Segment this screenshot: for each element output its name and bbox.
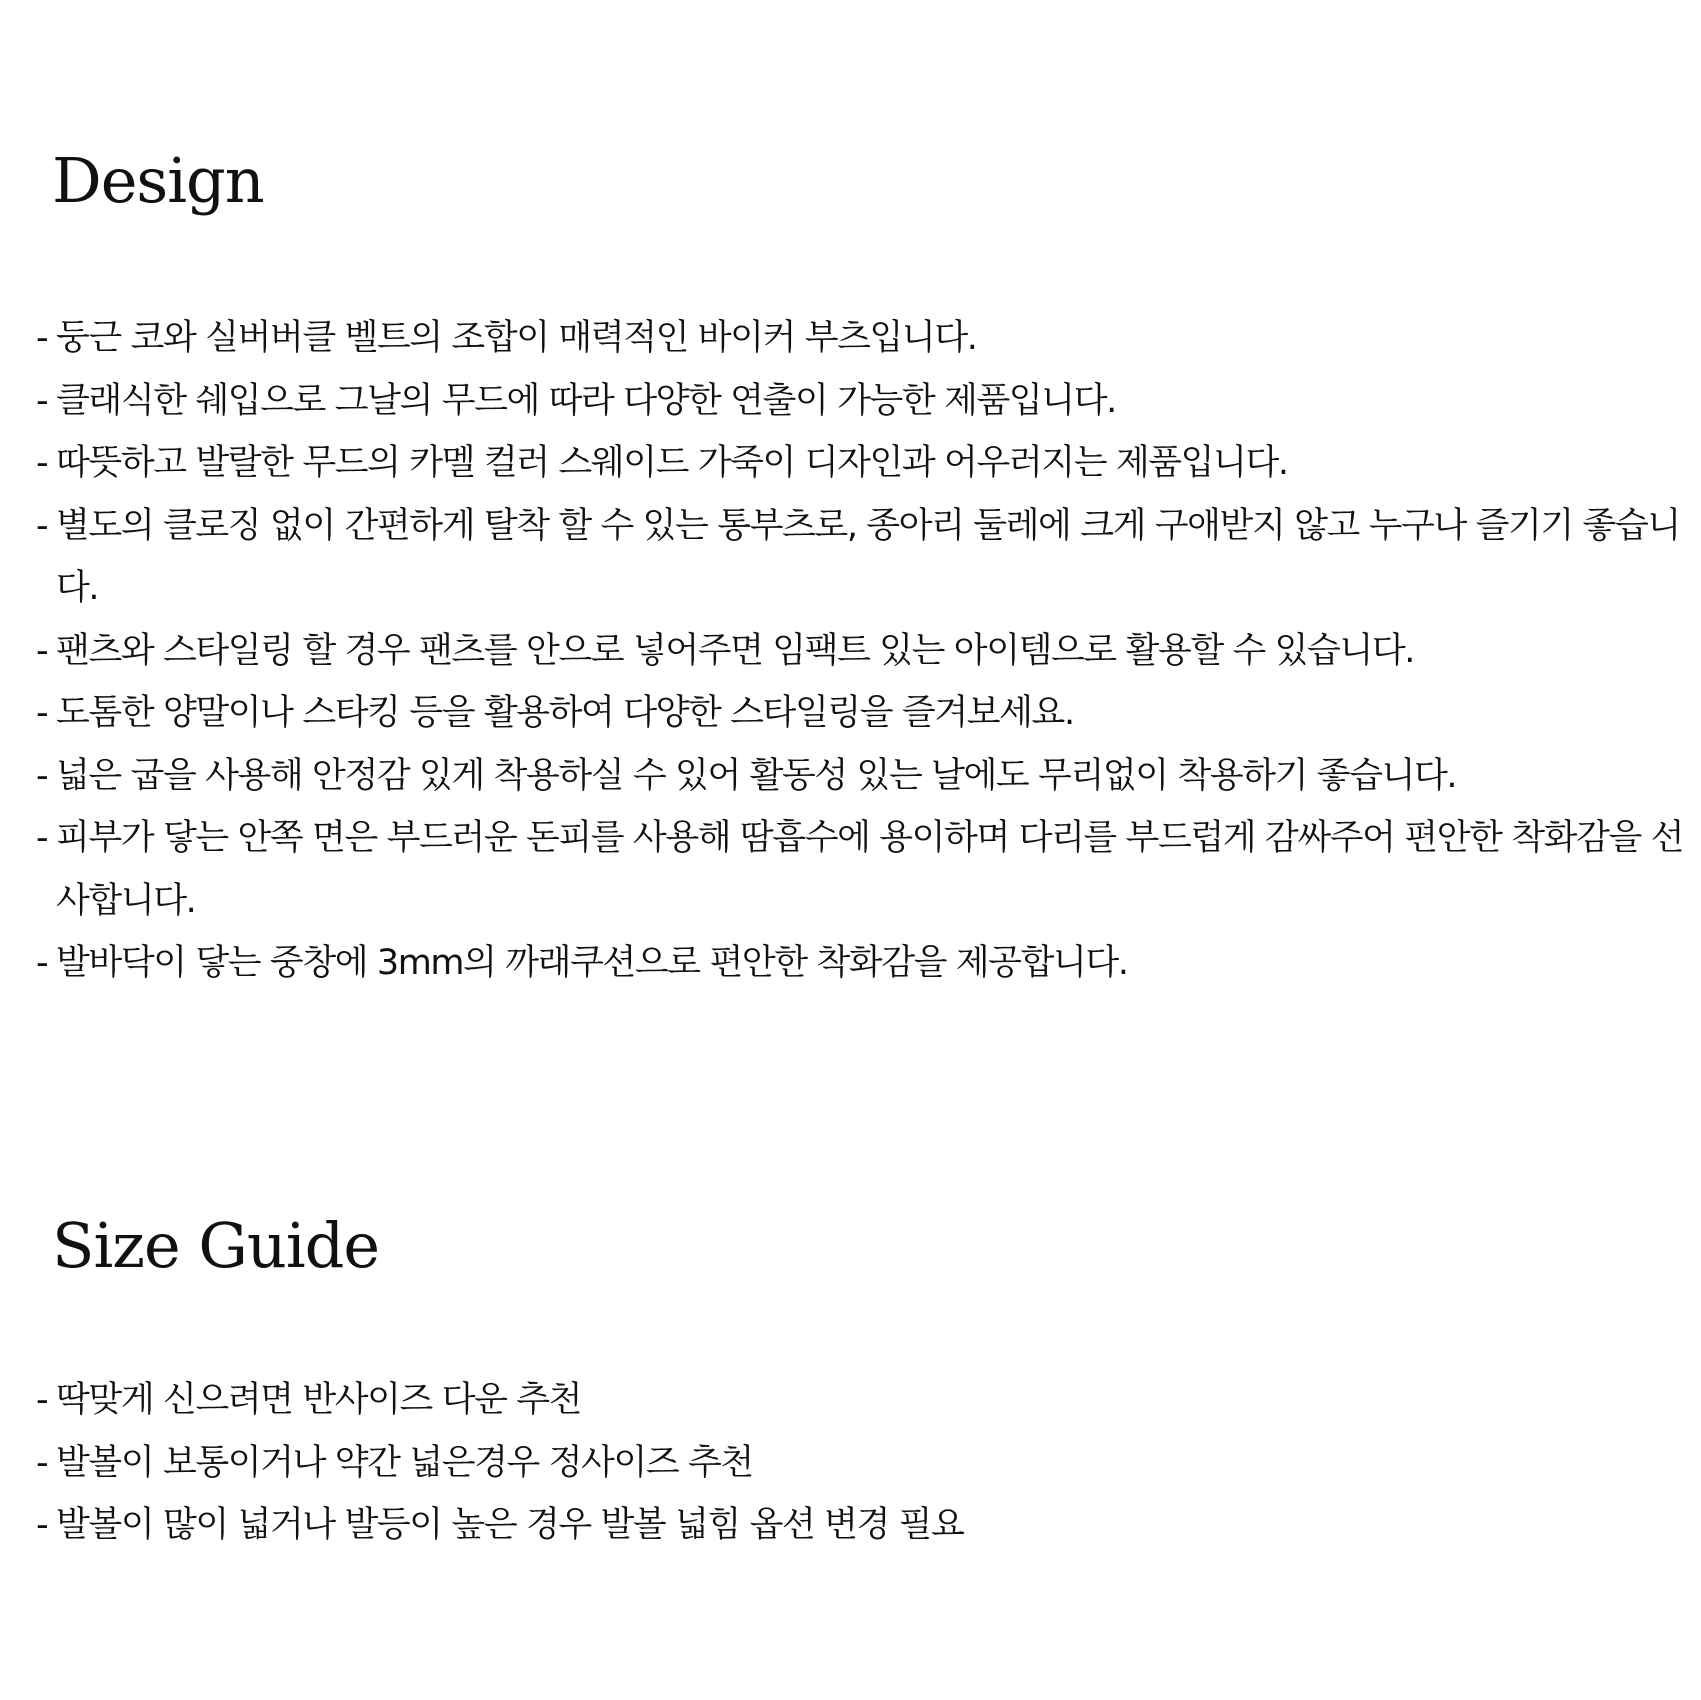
list-item: [0, 432, 1701, 495]
size-guide-section: [0, 1209, 1701, 1557]
list-item-text: 별도의 클로징 없이 간편하게 탈착 할 수 있는 통부츠로, 종아리 둘레에 크게 구애받지 않고 누구나 즐기기 좋습니다.: [56, 505, 1680, 608]
list-item-text: 넓은 굽을 사용해 안정감 있게 착용하실 수 있어 활동성 있는 날에도 무리없이 착용하기 좋습니다.: [56, 755, 1457, 796]
list-item: [0, 495, 1701, 620]
list-item: [0, 932, 1701, 995]
bullet-dash: -: [36, 380, 48, 421]
list-item: [0, 307, 1701, 370]
list-item: [0, 620, 1701, 683]
bullet-dash: -: [36, 443, 48, 483]
list-item-text: 딱맞게 신으려면 반사이즈 다운 추천: [56, 1380, 582, 1420]
list-item-text: 따뜻하고 발랄한 무드의 카멜 컬러 스웨이드 가죽이 디자인과 어우러지는 제품입니다.: [56, 443, 1288, 483]
list-item: [0, 1369, 1701, 1432]
list-item-text: 도톰한 양말이나 스타킹 등을 활용하여 다양한 스타일링을 즐겨보세요.: [56, 693, 1074, 733]
bullet-dash: -: [36, 693, 48, 733]
bullet-dash: -: [36, 318, 48, 358]
bullet-dash: -: [36, 1442, 48, 1483]
list-item-text: 피부가 닿는 안쪽 면은 부드러운 돈피를 사용해 땀흡수에 용이하며 다리를 부드럽게 감싸주어 편안한 착화감을 선사합니다.: [56, 818, 1684, 921]
size-guide-heading: Size Guide: [52, 1209, 380, 1282]
design-list: [0, 307, 1701, 995]
bullet-dash: -: [36, 943, 48, 983]
size-guide-list: [0, 1369, 1701, 1557]
bullet-dash: -: [36, 505, 48, 546]
bullet-dash: -: [36, 818, 48, 858]
list-item-text: 발바닥이 닿는 중창에 3mm의 까래쿠션으로 편안한 착화감을 제공합니다.: [56, 943, 1128, 983]
list-item: [0, 745, 1701, 808]
bullet-dash: -: [36, 755, 48, 796]
list-item: [0, 807, 1701, 932]
list-item-text: 발볼이 보통이거나 약간 넓은경우 정사이즈 추천: [56, 1442, 753, 1483]
list-item: [0, 1432, 1701, 1495]
list-item-text: 팬츠와 스타일링 할 경우 팬츠를 안으로 넣어주면 임팩트 있는 아이템으로 활용할 수 있습니다.: [56, 630, 1415, 671]
list-item: [0, 682, 1701, 745]
list-item-text: 둥근 코와 실버버클 벨트의 조합이 매력적인 바이커 부츠입니다.: [56, 318, 977, 358]
design-heading: Design: [52, 144, 264, 217]
list-item: [0, 370, 1701, 433]
bullet-dash: -: [36, 1380, 48, 1420]
list-item: [0, 1494, 1701, 1557]
bullet-dash: -: [36, 1505, 48, 1545]
bullet-dash: -: [36, 630, 48, 671]
design-section: [0, 144, 1701, 995]
list-item-text: 발볼이 많이 넓거나 발등이 높은 경우 발볼 넓힘 옵션 변경 필요: [56, 1505, 964, 1545]
list-item-text: 클래식한 쉐입으로 그날의 무드에 따라 다양한 연출이 가능한 제품입니다.: [56, 380, 1116, 421]
